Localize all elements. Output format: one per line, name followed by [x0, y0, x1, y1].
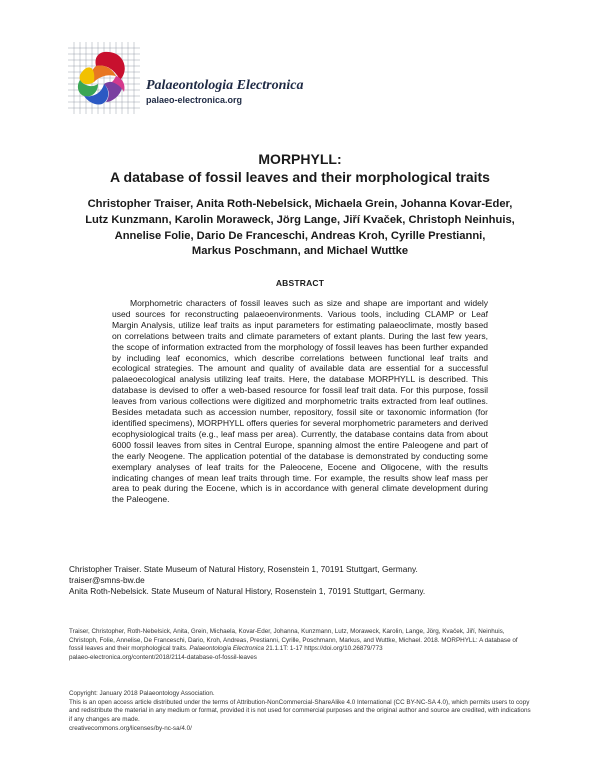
abstract-text: Morphometric characters of fossil leaves such as size and shape are important and widely used sources for reconstructing palaeoenvironments. Various tools, including CLAMP or Leaf Margin Analysis, utilize leaf traits as input parameters for estimating palaeoclimate, mostly based on correlations between traits and climate parameters of extant plants. During the last few years, the scope of information extracted from the morphology of fossil leaves has been further expanded by including leaf economics, which describe correlations between functional leaf traits and ecological strategies. The amount and quality of available data are essential for a successful palaeoecological analysis utilizing leaf traits. Here, the database MORPHYLL is described. This database is devised to offer a web-based resource for fossil leaf trait data. For this purpose, fossil leaves from various collections were digitized and morphometric traits extracted from leaf outlines. Besides metadata such as accession number, repository, fossil site or taxonomic information (for identified specimens), MORPHYLL offers queries for several morphometric parameters and derived ecophysiological traits (e.g., leaf mass per area). Currently, the database contains data from about 6000 fossil leaves from sites in Central Europe, spanning almost the entire Paleogene and part of the early Neogene. The application potential of the database is demonstrated by conducting some exemplary analyses of leaf traits for the Paleocene, Eocene and Oligocene, with the results indicating changes of mean leaf traits through time. For example, the results show leaf mass per area to peak during the Eocene, which is in accordance with general climate development during the Paleogene.: [112, 298, 488, 505]
title-line-2: A database of fossil leaves and their morphological traits: [110, 169, 490, 185]
citation-volume-doi[interactable]: 21.1.1T: 1-17 https://doi.org/10.26879/773: [265, 645, 383, 653]
affiliation-line: Anita Roth-Nebelsick. State Museum of Natural History, Rosenstein 1, 70191 Stuttgart, Germany.: [69, 586, 426, 596]
journal-logo: [68, 42, 140, 114]
citation-text: [69, 628, 531, 654]
author-line: Lutz Kunzmann, Karolin Moraweck, Jörg Lange, Jiří Kvaček, Christoph Neinhuis,: [85, 213, 515, 226]
author-email[interactable]: traiser@smns-bw.de: [69, 575, 145, 585]
author-list: [80, 197, 520, 260]
affiliations: [69, 564, 529, 597]
citation-url[interactable]: palaeo-electronica.org/content/2018/2114-database-of-fossil-leaves: [69, 654, 257, 662]
article-title: [0, 150, 600, 186]
journal-title: Palaeontologia Electronica: [146, 78, 304, 93]
affiliation-line: Christopher Traiser. State Museum of Natural History, Rosenstein 1, 70191 Stuttgart, Germany.: [69, 564, 418, 574]
author-line: Christopher Traiser, Anita Roth-Nebelsick, Michaela Grein, Johanna Kovar-Eder,: [87, 198, 513, 210]
license-text: This is an open access article distributed under the terms of Attribution-NonCommercial-ShareAlike 4.0 International (CC BY-NC-SA 4.0), which permits users to copy and redistribute the material in any medium or format, provided it is not used for commercial purposes and the original author and source are credited, with indications if any changes are made.: [69, 698, 531, 724]
logo-swirl-yellow: [80, 67, 95, 84]
abstract-heading: ABSTRACT: [275, 278, 325, 288]
journal-header: [146, 78, 304, 105]
license-url[interactable]: creativecommons.org/licenses/by-nc-sa/4.0/: [69, 724, 192, 732]
copyright-line: Copyright: January 2018 Palaeontology Association.: [69, 690, 215, 697]
citation-journal: Palaeontologia Electronica: [189, 645, 264, 653]
citation-authors-title: Traiser, Christopher, Roth-Nebelsick, Anita, Grein, Michaela, Kovar-Eder, Johanna, Kunzmann, Lutz, Moraweck, Karolin, Lange, Jörg, Kvaček, Jiří, Neinhuis, Christoph, Folie, Annelise, De Franceschi, Dario, Kroh, Andreas, Prestianni, Cyrille, Poschmann, Markus, and Wuttke, Michael. 2018. MORPHYLL: A database of fossil leaves and their morphological traits.: [69, 628, 518, 653]
citation-block: [69, 628, 531, 663]
author-line: Annelise Folie, Dario De Franceschi, Andreas Kroh, Cyrille Prestianni,: [114, 229, 486, 242]
title-line-1: MORPHYLL:: [258, 151, 342, 167]
copyright-block: [69, 690, 531, 734]
journal-url[interactable]: palaeo-electronica.org: [146, 95, 243, 105]
author-line: Markus Poschmann, and Michael Wuttke: [191, 245, 409, 258]
